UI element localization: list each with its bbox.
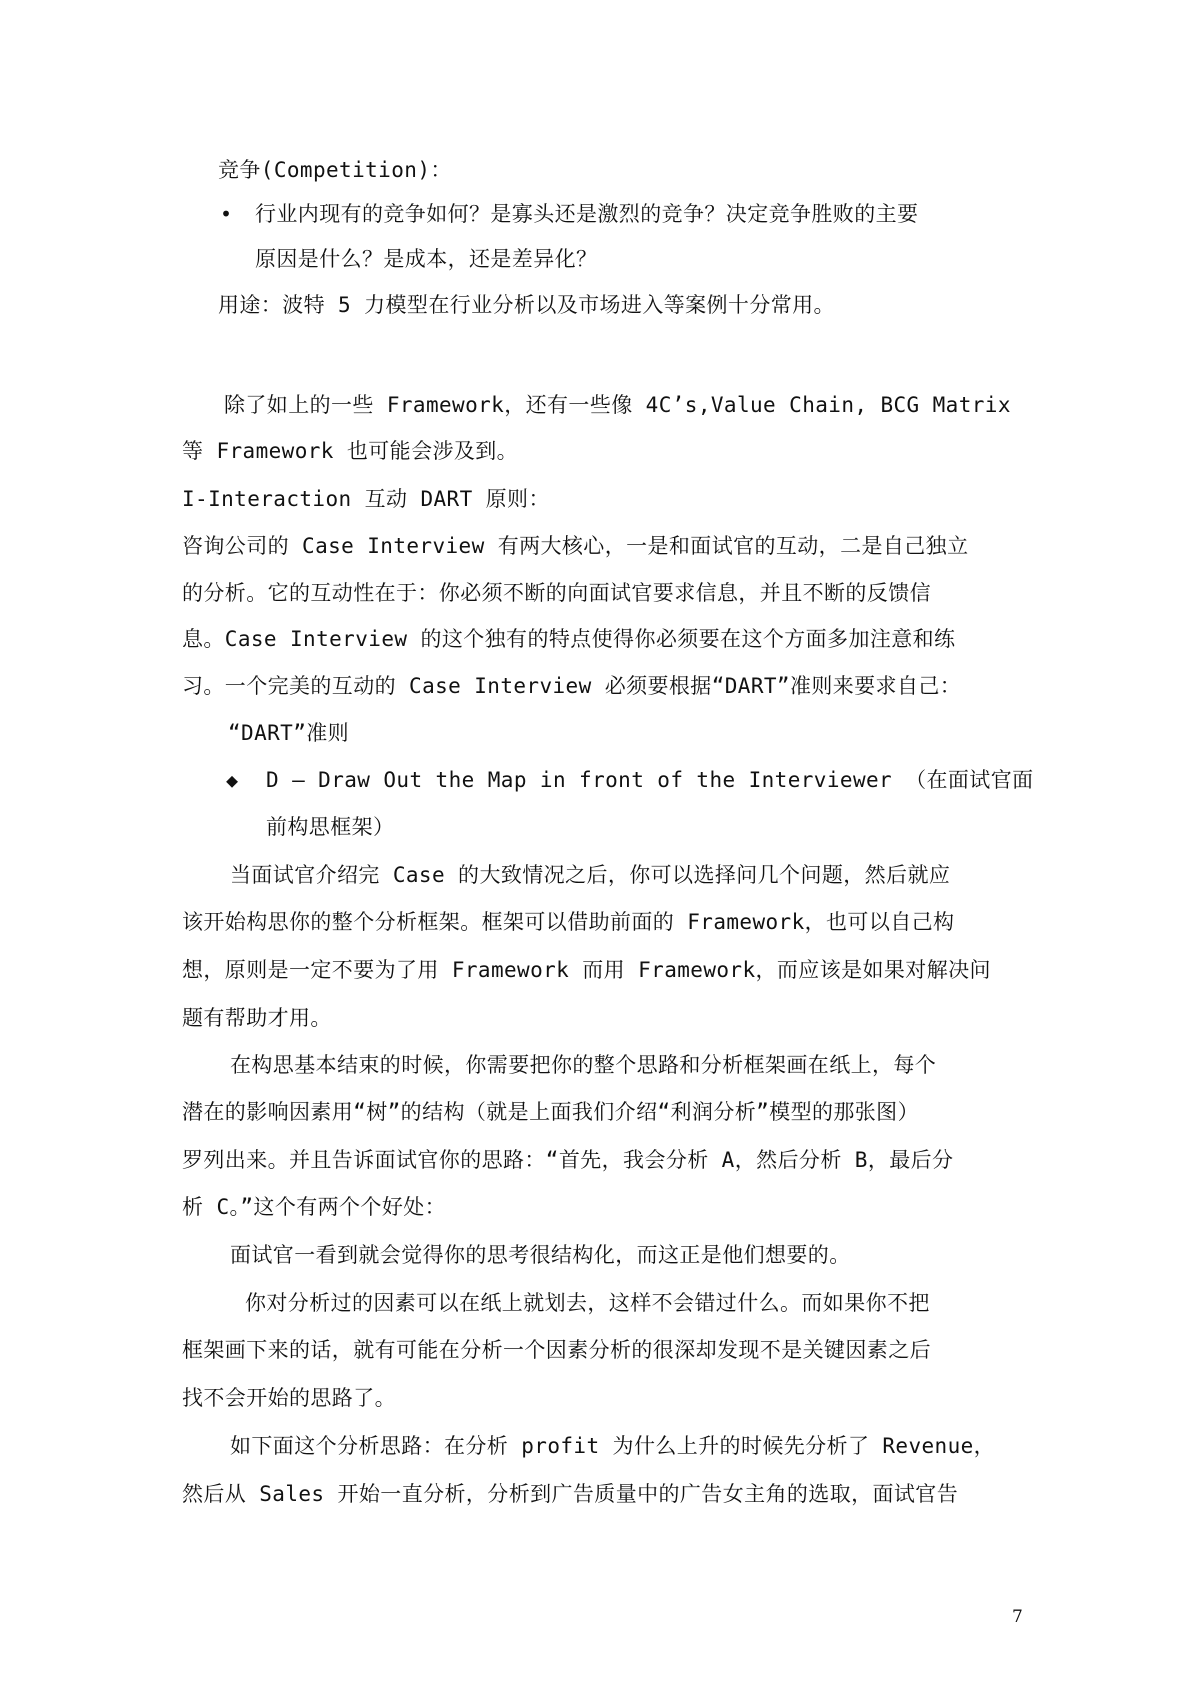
diamond-bullet-icon: ◆ <box>226 768 239 792</box>
framework-para-line-3: 想，原则是一定不要为了用 Framework 而用 Framework，而应该是如果对解决问 <box>182 958 991 982</box>
tree-para-line-3: 罗列出来。并且告诉面试官你的思路：“首先，我会分析 A，然后分析 B，最后分 <box>182 1148 954 1172</box>
page-number: 7 <box>1012 1607 1023 1627</box>
benefit-1: 面试官一看到就会觉得你的思考很结构化，而这正是他们想要的。 <box>230 1243 851 1267</box>
framework-para-line-1: 当面试官介绍完 Case 的大致情况之后，你可以选择问几个问题，然后就应 <box>230 863 951 887</box>
interaction-heading: I-Interaction 互动 DART 原则： <box>182 487 550 511</box>
interaction-para-line-3: 息。Case Interview 的这个独有的特点使得你必须要在这个方面多加注意和练 <box>182 627 956 651</box>
example-para-line-1: 如下面这个分析思路：在分析 profit 为什么上升的时候先分析了 Revenue， <box>230 1434 996 1458</box>
dart-d-line-1: D – Draw Out the Map in front of the Interviewer （在面试官面 <box>266 768 1034 792</box>
competition-bullet-line-1: 行业内现有的竞争如何？是寡头还是激烈的竞争？决定竞争胜败的主要 <box>255 202 919 226</box>
example-para-line-2: 然后从 Sales 开始一直分析，分析到广告质量中的广告女主角的选取，面试官告 <box>182 1482 959 1506</box>
interaction-para-line-4: 习。一个完美的互动的 Case Interview 必须要根据“DART”准则来要求自己： <box>182 674 962 698</box>
framework-para-line-2: 该开始构思你的整个分析框架。框架可以借助前面的 Framework，也可以自己构 <box>182 910 955 934</box>
usage-line: 用途：波特 5 力模型在行业分析以及市场进入等案例十分常用。 <box>218 293 835 317</box>
other-frameworks-line-1: 除了如上的一些 Framework，还有一些像 4C’s,Value Chain, BCG Matrix <box>224 393 1011 417</box>
other-frameworks-line-2: 等 Framework 也可能会涉及到。 <box>182 439 519 463</box>
dart-heading: “DART”准则 <box>228 721 350 745</box>
competition-bullet-line-2: 原因是什么？是成本，还是差异化？ <box>255 247 598 271</box>
bullet-dot-icon: • <box>220 202 233 226</box>
dart-d-line-2: 前构思框架） <box>266 815 395 839</box>
tree-para-line-1: 在构思基本结束的时候，你需要把你的整个思路和分析框架画在纸上，每个 <box>230 1053 937 1077</box>
tree-para-line-2: 潜在的影响因素用“树”的结构（就是上面我们介绍“利润分析”模型的那张图） <box>182 1100 919 1124</box>
interaction-para-line-1: 咨询公司的 Case Interview 有两大核心，一是和面试官的互动，二是自己独立 <box>182 534 969 558</box>
benefit-2-line-2: 框架画下来的话，就有可能在分析一个因素分析的很深却发现不是关键因素之后 <box>182 1338 931 1362</box>
tree-para-line-4: 析 C。”这个有两个个好处： <box>182 1195 447 1219</box>
benefit-2-line-1: 你对分析过的因素可以在纸上就划去，这样不会错过什么。而如果你不把 <box>245 1291 930 1315</box>
competition-heading: 竞争(Competition)： <box>218 158 452 182</box>
interaction-para-line-2: 的分析。它的互动性在于：你必须不断的向面试官要求信息，并且不断的反馈信 <box>182 581 931 605</box>
benefit-2-line-3: 找不会开始的思路了。 <box>182 1386 396 1410</box>
framework-para-line-4: 题有帮助才用。 <box>182 1006 332 1030</box>
